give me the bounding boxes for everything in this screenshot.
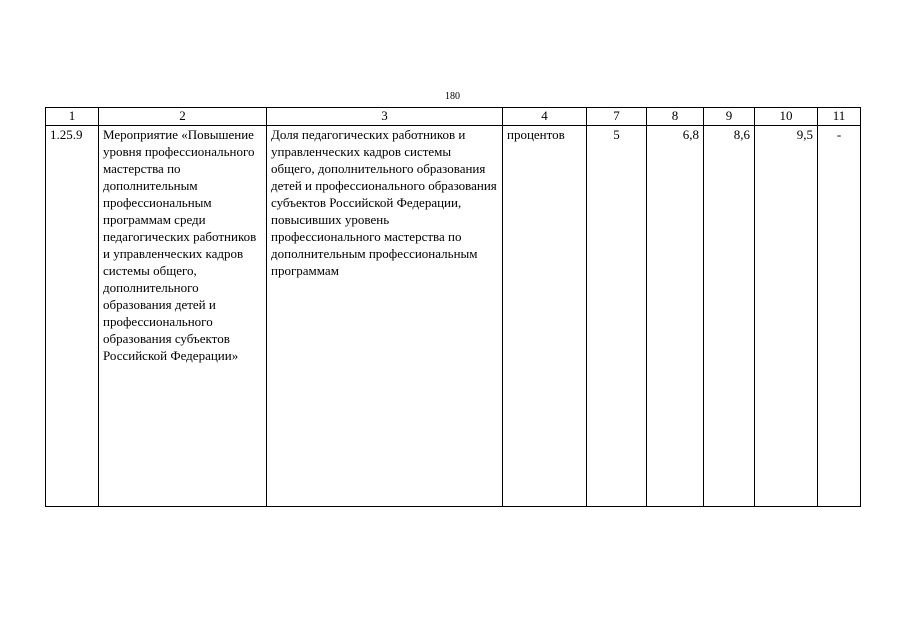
page-number: 180: [445, 91, 460, 102]
header-cell-2: 2: [99, 108, 267, 126]
table-row: [46, 126, 861, 507]
header-cell-7: 7: [587, 108, 647, 126]
header-cell-10: 10: [755, 108, 818, 126]
header-cell-11: 11: [818, 108, 861, 126]
cell-col8: 6,8: [647, 126, 704, 507]
header-cell-8: 8: [647, 108, 704, 126]
header-cell-9: 9: [704, 108, 755, 126]
cell-col11: -: [818, 126, 861, 507]
cell-col7: 5: [587, 126, 647, 507]
cell-code: 1.25.9: [46, 126, 99, 507]
header-cell-3: 3: [267, 108, 503, 126]
cell-indicator: Доля педагогических работников и управленческих кадров системы общего, дополнительного образования детей и профессионального образования субъектов Российской Федерации, повысивших уровень профессионального мастерства по дополнительным профессиональным программам: [267, 126, 503, 507]
header-cell-4: 4: [503, 108, 587, 126]
table-header-row: [46, 108, 861, 126]
cell-event: Мероприятие «Повышение уровня профессионального мастерства по дополнительным профессиональным программам среди педагогических работников и управленческих кадров системы общего, дополнительного образования детей и профессионального образования субъектов Российской Федерации»: [99, 126, 267, 507]
cell-col10: 9,5: [755, 126, 818, 507]
cell-unit: процентов: [503, 126, 587, 507]
header-cell-1: 1: [46, 108, 99, 126]
cell-col9: 8,6: [704, 126, 755, 507]
data-table: [45, 107, 861, 507]
